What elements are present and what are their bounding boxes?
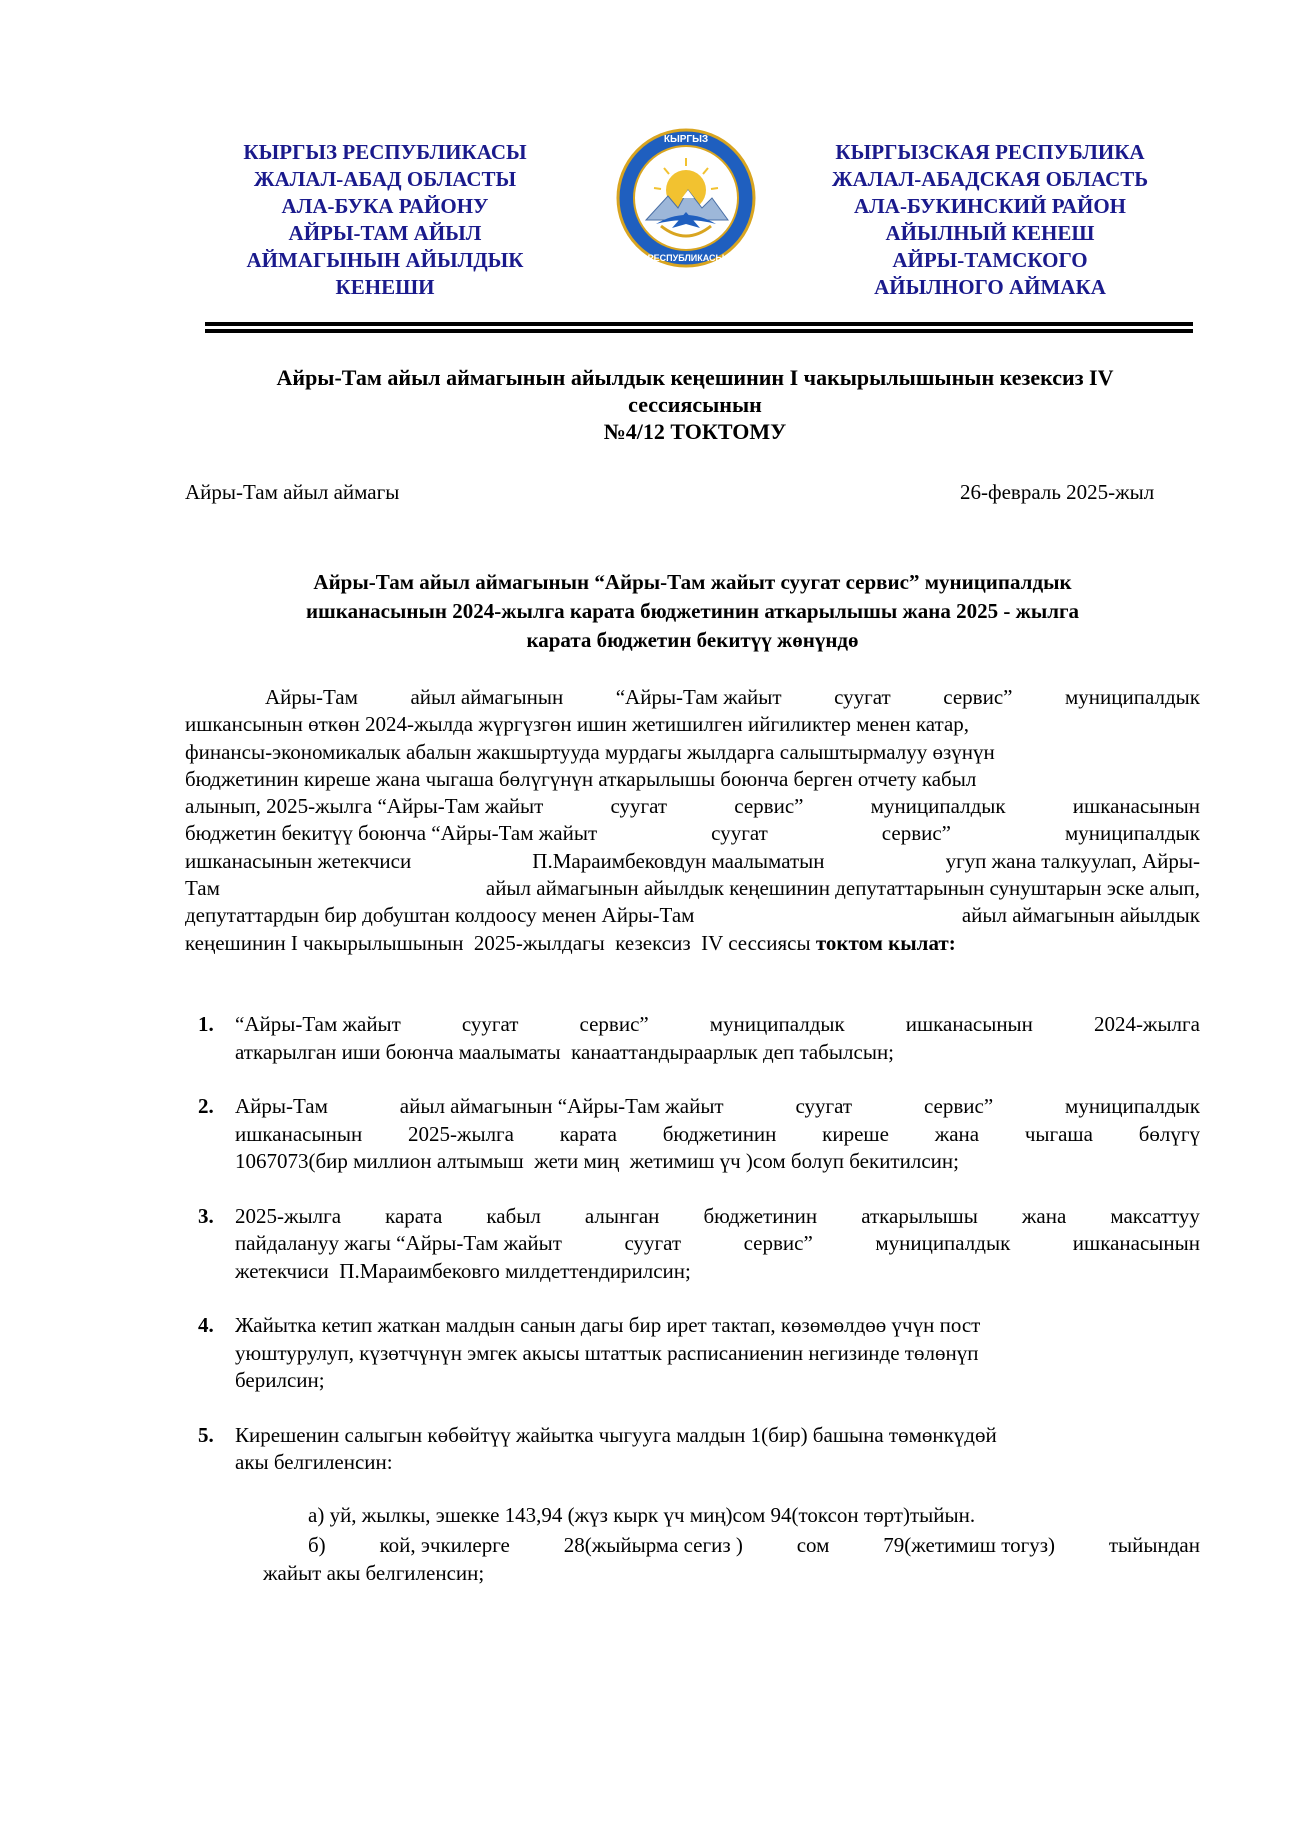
preamble-line <box>185 793 1200 820</box>
sub-item-b-word: кой, эчкилерге <box>379 1533 510 1557</box>
resolution-item <box>185 1312 1200 1395</box>
item-word: 2025-жылга <box>407 1121 514 1146</box>
title-decree-number: №4/12 ТОКТОМУ <box>603 419 787 444</box>
item-word: сервис” <box>923 1094 994 1118</box>
sub-item-b-continuation: жайыт акы белгиленсин; <box>263 1561 485 1585</box>
item-word: жана <box>934 1121 980 1146</box>
preamble-resolution-phrase: токтом кылат: <box>815 930 956 955</box>
item-number: 2. <box>198 1094 214 1118</box>
item-last-line: 1067073(бир миллион алтымыш жети миң жетимиш үч )сом болуп бекитилсин; <box>235 1149 959 1173</box>
subject-line: Айры-Там айыл аймагынын “Айры-Там жайыт суугат сервис” муниципалдык <box>313 570 1072 594</box>
preamble-word: Айры-Там <box>265 685 358 709</box>
sub-item-b-word: 28(жыйырма сегиз ) <box>563 1533 743 1557</box>
item-word: Кирешенин салыгын көбөйтүү жайытка чыгууга малдын 1(бир) башына төмөнкүдөй <box>235 1422 997 1447</box>
item-word: максаттуу <box>1110 1203 1200 1228</box>
header-left-line: АЙРЫ-ТАМ АЙЫЛ <box>288 221 482 245</box>
preamble-word: муниципалдык <box>1065 821 1200 846</box>
resolution-items <box>185 1011 1200 1477</box>
sub-item-b-word: 79(жетимиш тогуз) <box>883 1533 1056 1557</box>
preamble-line <box>185 848 1200 875</box>
item-line <box>235 1121 1200 1149</box>
item-number: 5. <box>198 1422 214 1447</box>
item-word: сервис” <box>743 1231 813 1255</box>
preamble-word: депутаттардын бир добуштан колдоосу менен Айры-Там <box>185 903 695 928</box>
item-word: муниципалдык <box>709 1012 845 1036</box>
preamble-word: айыл аймагынын <box>410 685 564 709</box>
sub-item-b <box>308 1533 1200 1558</box>
sub-item-b-word: сом <box>796 1533 830 1557</box>
preamble-paragraph <box>185 684 1200 957</box>
header-right-line: АЙЫЛНОГО АЙМАКА <box>874 275 1106 299</box>
header-left-line: КЕНЕШИ <box>335 275 435 299</box>
header-left-line: АЙМАГЫНЫН АЙЫЛДЫК <box>246 248 524 272</box>
sub-item-b-word: тыйындан <box>1108 1533 1200 1557</box>
preamble-word: муниципалдык <box>870 794 1006 819</box>
subject-line: карата бюджетин бекитүү жөнүндө <box>526 628 859 652</box>
item-word: ишканасынын <box>1072 1231 1200 1255</box>
sub-item-a: а) уй, жылкы, эшекке 143,94 (жүз кырк үч миң)сом 94(токсон төрт)тыйын. <box>308 1503 976 1527</box>
preamble-line <box>185 684 1200 711</box>
header-left-line: КЫРГЫЗ РЕСПУБЛИКАСЫ <box>243 140 527 164</box>
preamble-word: суугат <box>834 685 891 709</box>
preamble-word: суугат <box>711 821 768 846</box>
item-word: киреше <box>822 1121 889 1146</box>
preamble-last-text: кеңешинин I чакырылышынын 2025-жылдагы кезексиз IV сессиясы <box>185 930 816 955</box>
item-word: муниципалдык <box>1065 1094 1200 1118</box>
item-word: суугат <box>795 1094 853 1118</box>
item-word: Жайытка кетип жаткан малдын санын дагы бир ирет тактап, көзөмөлдөө үчүн пост <box>235 1313 981 1337</box>
header-left-line: ЖАЛАЛ-АБАД ОБЛАСТЫ <box>253 167 517 191</box>
header-russian <box>800 139 1180 301</box>
emblem-top-text: КЫРГЫЗ <box>663 134 709 145</box>
item-word: чыгаша <box>1024 1121 1093 1146</box>
preamble-word: айыл аймагынын айылдык <box>961 903 1200 928</box>
header-right-line: ЖАЛАЛ-АБАДСКАЯ ОБЛАСТЬ <box>831 167 1149 191</box>
item-word: Айры-Там <box>235 1094 328 1118</box>
preamble-word: П.Мараимбековдун маалыматын <box>532 848 825 873</box>
preamble-word: ишканасынын <box>1072 794 1200 819</box>
item-word: пайдалануу жагы “Айры-Там жайыт <box>235 1231 562 1255</box>
item-last-line: аткарылган иши боюнча маалыматы канааттандыраарлык деп табылсын; <box>235 1039 895 1064</box>
preamble-word: Там <box>185 876 220 901</box>
item-word: сервис” <box>579 1012 649 1036</box>
header-right-line: АЙЫЛНЫЙ КЕНЕШ <box>885 221 1095 245</box>
document-subject <box>185 568 1200 655</box>
header-left-line: АЛА-БУКА РАЙОНУ <box>281 194 489 218</box>
item-word: суугат <box>624 1231 682 1255</box>
item-number: 4. <box>198 1313 214 1337</box>
preamble-word: сервис” <box>881 821 951 846</box>
item-word: карата <box>559 1121 617 1146</box>
item-word: карата <box>385 1203 443 1228</box>
item-line <box>235 1203 1200 1231</box>
item-word: бюджетинин <box>662 1121 777 1146</box>
preamble-word: суугат <box>610 794 668 819</box>
item-word: ишканасынын <box>235 1121 363 1146</box>
item-word: 2024-жылга <box>1093 1012 1200 1036</box>
preamble-word: ишканасынын жетекчиси <box>185 848 412 873</box>
preamble-line <box>185 711 1200 738</box>
preamble-word: айыл аймагынын айылдык кеңешинин депутаттарынын сунуштарын эске алып, <box>485 876 1200 901</box>
item-word: алынган <box>584 1203 660 1228</box>
item-line <box>235 1093 1200 1121</box>
preamble-word: бюджетинин киреше жана чыгаша бөлүгүнүн аткарылышы боюнча берген отчету кабыл <box>185 766 977 791</box>
header-kyrgyz <box>210 139 560 301</box>
header-divider-thin <box>205 329 1193 333</box>
header-right-line: АЙРЫ-ТАМСКОГО <box>892 248 1088 272</box>
header-divider-thick <box>205 322 1193 326</box>
preamble-word: финансы-экономикалык абалын жакшыртууда мурдагы жылдарга салыштырмалуу өзүнүн <box>185 739 995 764</box>
sub-item-b-word: б) <box>308 1533 326 1557</box>
item-word: аткарылышы <box>861 1203 978 1228</box>
preamble-word: бюджетин бекитүү боюнча “Айры-Там жайыт <box>185 821 598 846</box>
preamble-line <box>185 820 1200 847</box>
item-word: “Айры-Там жайыт <box>235 1012 401 1036</box>
document-title <box>170 364 1220 445</box>
document-place: Айры-Там айыл аймагы <box>185 480 400 504</box>
resolution-item <box>185 1093 1200 1176</box>
preamble-line <box>185 875 1200 902</box>
document-date: 26-февраль 2025-жыл <box>960 480 1155 504</box>
item-line <box>235 1422 1200 1450</box>
preamble-word: сервис” <box>734 794 804 819</box>
item-number: 3. <box>198 1203 214 1228</box>
preamble-word: муниципалдык <box>1065 685 1200 709</box>
preamble-word: сервис” <box>943 685 1013 709</box>
item-line <box>235 1340 1200 1368</box>
item-word: ишканасынын <box>905 1012 1033 1036</box>
preamble-word: “Айры-Там жайыт <box>615 685 782 709</box>
preamble-word: ишкансынын өткөн 2024-жылда жүргүзгөн ишин жетишилген ийгиликтер менен катар, <box>185 712 970 737</box>
item-word: бөлүгү <box>1138 1121 1200 1146</box>
item-word: бюджетинин <box>703 1203 818 1228</box>
preamble-line <box>185 902 1200 929</box>
header-right-line: АЛА-БУКИНСКИЙ РАЙОН <box>853 194 1127 218</box>
item-number: 1. <box>198 1012 214 1036</box>
state-emblem-icon <box>616 128 756 268</box>
item-word: муниципалдык <box>875 1231 1011 1255</box>
item-word: уюштурулуп, күзөтчүнүн эмгек акысы штаттык расписаниенин негизинде төлөнүп <box>235 1340 979 1365</box>
resolution-item <box>185 1203 1200 1286</box>
item-line <box>235 1011 1200 1039</box>
title-line: сессиясынын <box>628 392 762 417</box>
item-line <box>235 1312 1200 1340</box>
item-word: суугат <box>461 1012 519 1036</box>
item-word: жана <box>1021 1203 1067 1228</box>
subject-line: ишканасынын 2024-жылга карата бюджетинин аткарылышы жана 2025 - жылга <box>305 599 1080 623</box>
resolution-item <box>185 1011 1200 1066</box>
emblem-bottom-text: РЕСПУБЛИКАСЫ <box>647 253 725 263</box>
header-right-line: КЫРГЫЗСКАЯ РЕСПУБЛИКА <box>835 140 1145 164</box>
preamble-word: алынып, 2025-жылга “Айры-Там жайыт <box>185 794 544 819</box>
item-line <box>235 1230 1200 1258</box>
preamble-last-line <box>185 930 1200 957</box>
preamble-word: угуп жана талкуулап, Айры- <box>945 848 1200 873</box>
title-line: Айры-Там айыл аймагынын айылдык кеңешинин I чакырылышынын кезексиз IV <box>276 365 1114 390</box>
resolution-item <box>185 1422 1200 1477</box>
preamble-line <box>185 766 1200 793</box>
item-last-line: берилсин; <box>235 1368 325 1392</box>
item-word: 2025-жылга <box>235 1203 342 1228</box>
item-last-line: акы белгиленсин: <box>235 1450 393 1474</box>
item-last-line: жетекчиси П.Мараимбековго милдеттендирилсин; <box>235 1258 691 1283</box>
item-word: айыл аймагынын “Айры-Там жайыт <box>399 1094 724 1118</box>
item-word: кабыл <box>486 1203 541 1228</box>
preamble-line <box>185 739 1200 766</box>
